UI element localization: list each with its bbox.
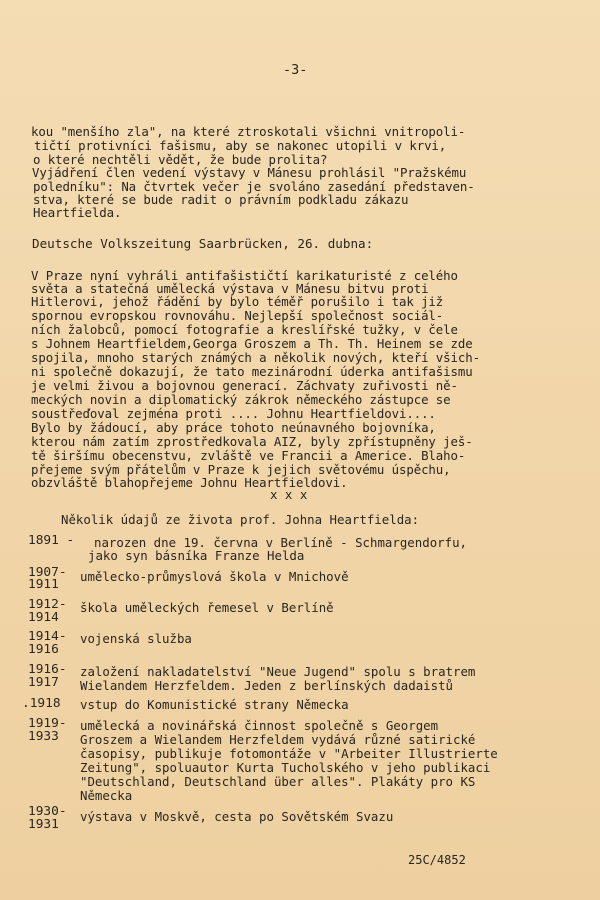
entry-text: založení nakladatelství "Neue Jugend" spolu s bratrem	[80, 664, 476, 679]
text-line: tě širšímu obecenstvu, zvláště ve Francii a Americe. Blaho-	[31, 448, 466, 463]
text-line: je velmi živou a bojovnou generací. Záchvaty zuřivosti ně-	[31, 378, 458, 393]
entry-year: 1916-	[28, 662, 67, 677]
entry-year: .1918	[22, 696, 61, 711]
entry-year: 1931	[28, 817, 59, 832]
text-line: V Praze nyní vyhráli antifašističtí karikaturisté z celého	[31, 268, 458, 283]
biography-heading: Několik údajů ze života prof. Johna Heartfielda:	[61, 512, 420, 527]
text-line: přejeme svým přátelům v Praze k jejich světovému úspěchu,	[31, 462, 451, 477]
entry-text: umělecká a novinářská činnost společně s Georgem	[80, 718, 439, 733]
text-line: obzvláště blahopřejeme Johnu Heartfieldovi.	[31, 475, 348, 490]
article-heading: Deutsche Volkszeitung Saarbrücken, 26. dubna:	[32, 236, 374, 251]
text-line: o které nechtěli vědět, že bude prolita?	[33, 152, 328, 167]
entry-text: časopisy, publikuje fotomontáže v "Arbeiter Illustrierte	[80, 746, 498, 761]
entry-year: 1914	[28, 610, 59, 625]
entry-year: 1912-	[28, 597, 67, 612]
text-line: spornou evropskou rovnováhu. Nejlepší společnost sociál-	[31, 308, 444, 323]
entry-text: vstup do Komunistické strany Německa	[80, 697, 349, 712]
entry-text: umělecko-průmyslová škola v Mnichově	[80, 569, 349, 584]
entry-year: 1930-	[28, 804, 67, 819]
text-line: Bylo by žádoucí, aby práce tohoto neúnavného bojovníka,	[31, 420, 436, 435]
entry-text: Zeitung", spoluautor Kurta Tucholského v jeho publikaci	[80, 760, 491, 775]
text-line: ních žalobců, pomocí fotografie a kreslířské tužky, v čele	[31, 322, 458, 337]
text-line: spojila, mnoho starých známých a několik nových, kteří všich-	[31, 350, 480, 365]
entry-text: vojenská služba	[80, 631, 192, 646]
entry-text: "Deutschland, Deutschland über alles". Plakáty pro KS	[80, 774, 476, 789]
text-line: kou "menšího zla", na které ztroskotali všichni vnitropoli-	[31, 124, 466, 139]
entry-text: Wielandem Herzfeldem. Jeden z berlínských dadaistů	[80, 678, 453, 693]
entry-text: škola uměleckých řemesel v Berlíně	[80, 600, 334, 615]
entry-year: 1917	[28, 675, 59, 690]
entry-year: 1914-	[28, 629, 67, 644]
text-line: Hitlerovi, jehož řádění by bylo téměř porušilo i tak již	[31, 294, 444, 309]
text-line: tičtí protivníci fašismu, aby se nakonec utopili v krvi,	[34, 138, 447, 153]
text-line: Heartfielda.	[33, 205, 122, 220]
text-line: soustřeďoval zejména proti .... Johnu Heartfieldovi....	[31, 406, 436, 421]
text-line: meckých novin a diplomatický zákrok německého zástupce se	[31, 392, 451, 407]
entry-year: 1916	[28, 642, 59, 657]
entry-text: Groszem a Wielandem Herzfeldem vydává různé satirické	[80, 732, 476, 747]
text-line: ni společně dokazují, že tato mezinárodní úderka antifašismu	[31, 364, 473, 379]
entry-text: výstava v Moskvě, cesta po Sovětském Svazu	[80, 809, 394, 824]
text-line: s Johnem Heartfieldem,Georga Groszem a Th. Th. Heinem se zde	[31, 336, 473, 351]
text-line: stva, které se bude radit o právním podkladu zákazu	[33, 192, 409, 207]
entry-year: 1907-	[28, 565, 67, 580]
document-number: 25C/4852	[408, 853, 466, 867]
text-line: poledníku": Na čtvrtek večer je svoláno zasedání představen-	[33, 179, 475, 194]
page-number: -3-	[283, 62, 308, 78]
entry-year: 1911	[28, 577, 59, 592]
entry-text: narozen dne 19. června v Berlíně - Schmargendorfu,	[94, 535, 467, 550]
entry-year: 1933	[28, 729, 59, 744]
entry-year: 1919-	[28, 716, 67, 731]
text-line: světa a statečná umělecká výstava v Mánesu bitvu proti	[31, 281, 429, 296]
entry-text: Německa	[80, 788, 133, 803]
section-separator: x x x	[270, 487, 308, 502]
entry-text: jako syn básníka Franze Helda	[88, 548, 305, 563]
entry-year: 1891 -	[28, 533, 75, 548]
text-line: kterou nám zatím zprostředkovala AIZ, byly zpřístupněny ješ-	[31, 434, 473, 449]
text-line: Vyjádření člen vedení výstavy v Mánesu prohlásil "Pražskému	[32, 165, 467, 180]
